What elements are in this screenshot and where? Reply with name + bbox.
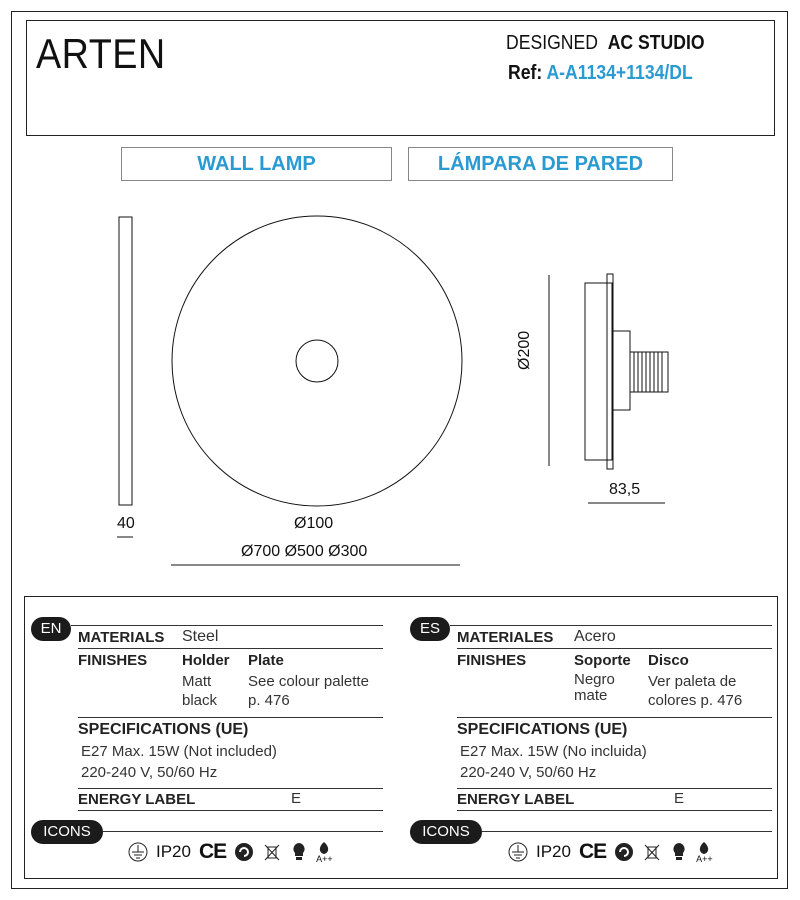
dim-diameters: Ø700 Ø500 Ø300: [241, 543, 368, 560]
icons-row-es: [508, 840, 713, 864]
energy-class-text: A++: [316, 853, 333, 864]
energy-label-es: ENERGY LABEL: [457, 791, 575, 808]
spec-label-es: SPECIFICATIONS (UE): [457, 721, 628, 738]
materials-value: Steel: [182, 628, 219, 645]
disco-label: Disco: [648, 652, 689, 669]
ce-mark-icon: CE: [198, 840, 227, 863]
dim-center: Ø100: [294, 515, 334, 532]
info-box: [24, 596, 778, 879]
finishes-label-es: FINISHES: [457, 652, 527, 669]
icons-badge-es: ICONS: [410, 820, 482, 844]
recycle-icon: [614, 842, 634, 862]
icons-badge-en: ICONS: [31, 820, 103, 844]
ref-code: A-A1134+1134/DL: [546, 62, 693, 84]
dim-base: Ø200: [516, 330, 533, 370]
dim-thickness: 40: [117, 515, 135, 532]
ground-icon: [128, 842, 148, 862]
side-profile-plate: [119, 217, 132, 505]
materiales-value: Acero: [574, 628, 616, 645]
ip-rating: IP20: [156, 842, 191, 861]
materiales-label: MATERIALES: [457, 629, 554, 646]
lang-badge-en: EN: [31, 617, 71, 641]
bulb-icon: [670, 841, 688, 863]
energy-value: E: [291, 790, 302, 807]
weee-bin-icon: [262, 842, 282, 862]
spec-line1: E27 Max. 15W (Not included): [81, 743, 277, 760]
disco-value: Ver paleta de colores p. 476: [648, 673, 743, 709]
dim-depth: 83,5: [609, 481, 641, 498]
energy-class-text-es: A++: [696, 853, 713, 864]
finishes-label: FINISHES: [78, 652, 148, 669]
side-disc: [585, 283, 612, 460]
holder-label: Holder: [182, 652, 230, 669]
ce-mark-icon: CE: [578, 840, 607, 863]
holder-value: Matt black: [182, 673, 218, 709]
spec-label: SPECIFICATIONS (UE): [78, 721, 249, 738]
icons-row-en: [128, 840, 333, 864]
designer-name: AC STUDIO: [607, 32, 705, 54]
front-disc: [172, 216, 462, 506]
lang-badge-es: ES: [410, 617, 450, 641]
spec-line1-es: E27 Max. 15W (No incluida): [460, 743, 647, 760]
soporte-value: Negro mate: [574, 671, 615, 704]
energy-class-icon: [316, 841, 333, 864]
brand-name: ARTEN: [36, 30, 166, 77]
title-en: WALL LAMP: [121, 147, 392, 181]
energy-label: ENERGY LABEL: [78, 791, 196, 808]
column-en: [25, 597, 402, 878]
ref-label: Ref:: [508, 62, 543, 84]
column-es: [404, 597, 781, 878]
designed-label: DESIGNED: [506, 32, 598, 54]
ground-icon: [508, 842, 528, 862]
ip-rating-es: IP20: [536, 842, 571, 861]
title-es: LÁMPARA DE PARED: [408, 147, 673, 181]
plate-value: See colour palette p. 476: [248, 673, 369, 709]
bulb-icon: [290, 841, 308, 863]
materials-label: MATERIALS: [78, 629, 165, 646]
center-circle: [296, 340, 338, 382]
energy-value-es: E: [674, 790, 685, 807]
energy-class-icon: [696, 841, 713, 864]
plate-label: Plate: [248, 652, 284, 669]
spec-line2-es: 220-240 V, 50/60 Hz: [460, 764, 597, 781]
weee-bin-icon: [642, 842, 662, 862]
side-holder: [613, 331, 630, 410]
spec-line2: 220-240 V, 50/60 Hz: [81, 764, 218, 781]
soporte-label: Soporte: [574, 652, 631, 669]
recycle-icon: [234, 842, 254, 862]
